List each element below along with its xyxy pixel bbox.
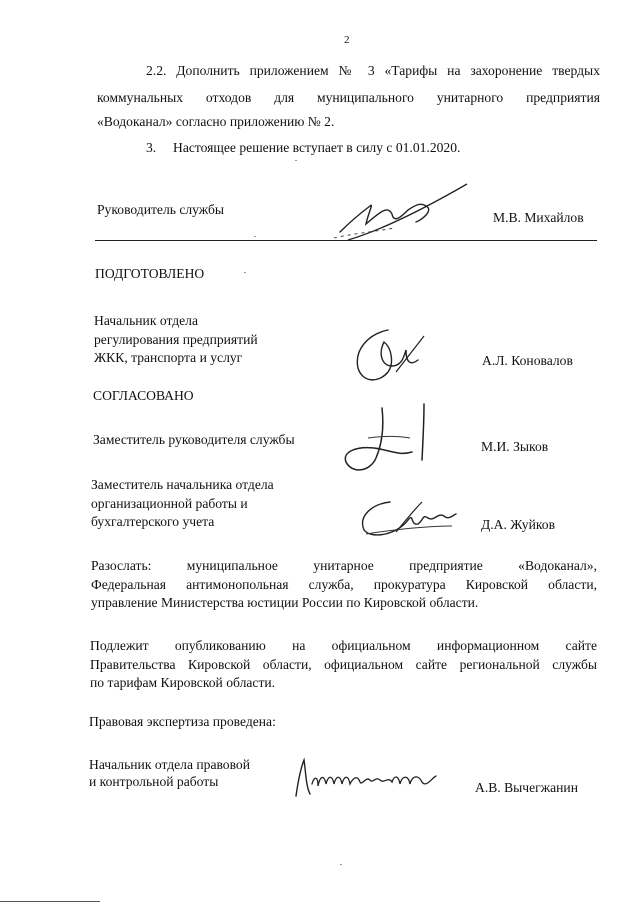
- signature-divider: [95, 240, 597, 241]
- clause-2-2-line-1: 2.2. Дополнить приложением № 3 «Тарифы на захоронение твердых: [146, 63, 600, 78]
- deputy-dept-position-line-2: организационной работы и: [91, 496, 248, 511]
- clause-2-2-line-2: коммунальных отходов для муниципального унитарного предприятия: [97, 90, 600, 105]
- legal-name: А.В. Вычегжанин: [475, 780, 578, 795]
- scan-speck: [244, 272, 246, 273]
- prepared-name: А.Л. Коновалов: [482, 353, 573, 368]
- distribution-line-3: управление Министерства юстиции России по Кировской области.: [91, 595, 479, 610]
- scan-edge-line: [0, 901, 100, 902]
- deputy-head-name: М.И. Зыков: [481, 439, 549, 454]
- deputy-dept-position-line-3: бухгалтерского учета: [91, 514, 215, 529]
- distribution-line-1: Разослать: муниципальное унитарное предприятие «Водоканал»,: [91, 558, 597, 573]
- clause-2-2-line-3: «Водоканал» согласно приложению № 2.: [97, 114, 335, 129]
- publication-line-3: по тарифам Кировской области.: [90, 675, 276, 690]
- prepared-position-line-2: регулирования предприятий: [94, 332, 258, 347]
- scan-speck: [295, 160, 297, 161]
- deputy-dept-position-line-1: Заместитель начальника отдела: [91, 477, 274, 492]
- page-number: 2: [344, 34, 350, 46]
- prepared-position-line-3: ЖКК, транспорта и услуг: [94, 350, 243, 365]
- clause-3-text: Настоящее решение вступает в силу с 01.01.2020.: [173, 140, 461, 155]
- deputy-head-signature: [338, 400, 438, 485]
- scan-speck: [254, 236, 256, 237]
- prepared-heading: ПОДГОТОВЛЕНО: [95, 266, 205, 281]
- scan-speck: [340, 864, 342, 865]
- deputy-dept-signature: [352, 490, 462, 545]
- legal-review-note: Правовая экспертиза проведена:: [89, 714, 276, 729]
- deputy-dept-name: Д.А. Жуйков: [481, 517, 556, 532]
- agreed-heading: СОГЛАСОВАНО: [93, 388, 194, 403]
- distribution-line-2: Федеральная антимонопольная служба, прокуратура Кировской области,: [91, 577, 597, 592]
- clause-3-number: 3.: [146, 140, 157, 155]
- deputy-head-position: Заместитель руководителя службы: [93, 432, 295, 447]
- publication-line-1: Подлежит опубликованию на официальном информационном сайте: [90, 638, 597, 653]
- head-name: М.В. Михайлов: [493, 210, 584, 225]
- head-title: Руководитель службы: [97, 202, 225, 217]
- publication-line-2: Правительства Кировской области, официальном сайте региональной службы: [90, 657, 597, 672]
- legal-position-line-1: Начальник отдела правовой: [89, 757, 251, 772]
- legal-signature: [284, 752, 444, 800]
- prepared-position-line-1: Начальник отдела: [94, 313, 198, 328]
- prepared-signature: [348, 320, 438, 390]
- legal-position-line-2: и контрольной работы: [89, 774, 219, 789]
